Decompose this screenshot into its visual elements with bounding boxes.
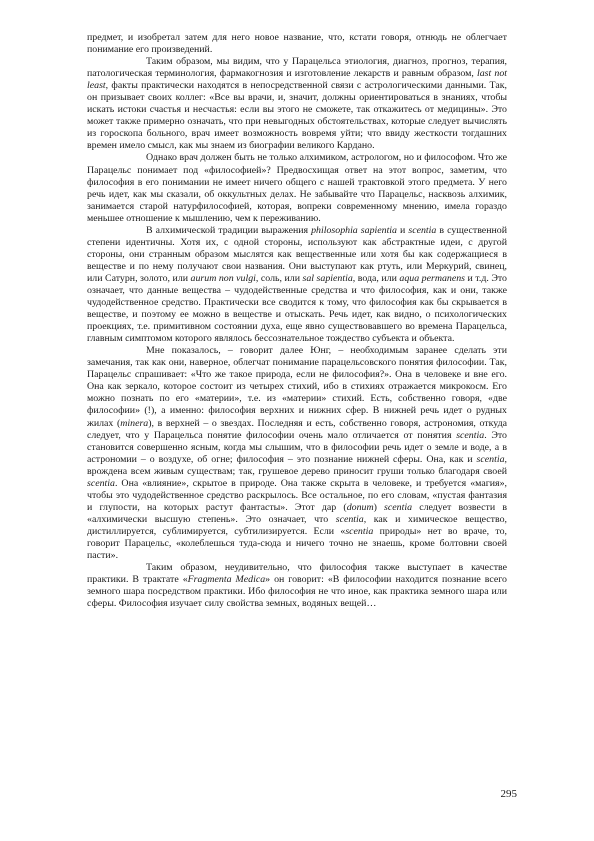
italic-term: last not least: [87, 68, 507, 92]
italic-term: scentia: [408, 224, 437, 236]
text-run: В алхимической традиции выражения: [146, 224, 312, 236]
italic-term: scentia: [476, 453, 505, 465]
paragraph: [87, 152, 507, 224]
italic-term: scentia: [345, 525, 374, 537]
italic-term: aurum non vulgi: [190, 272, 256, 284]
italic-term: philosophia sapientia: [311, 224, 397, 236]
text-run: и: [397, 224, 409, 236]
text-run: в существенной степени идентичны. Хотя их, с одной стороны, используют как абстрактные идеи, с другой стороны, они странным образом мыслятся как вещественные или хотя бы как содержащиеся в веществе и по нему получают свои названия. Они выступают как ртуть, или Меркурий, свинец, или Сатурн, золото, или: [87, 224, 507, 284]
italic-term: scentia: [456, 429, 485, 441]
text-run: . Это становится совершенно ясным, когда мы слышим, что в философии речь идет о земле и воде, а в астрономии – о воздухе, об огне; философия – это познание нижней сферы. Она, как и: [87, 429, 507, 465]
text-run: Мне показалось, – говорит далее Юнг, – необходимым заранее сделать эти замечания, так как они, наверное, облегчат понимание парацельсовского понятия философии. Так, Парацельс спрашивает: «Что же такое природа, если не философия?». Она в человеке и вне его. Она как зеркало, которое состоит из четырех стихий, ибо в стихиях отражается микрокосм. Его можно познать по его «материи», т.е. из «материи» стихий. Есть, собственно говоря, «две философии» (!), а именно: философия верхних и нижних сфер. В нижней речь идет о рудных жилах (: [87, 345, 507, 429]
paragraph: [87, 32, 507, 56]
italic-term: minera: [120, 417, 149, 429]
paragraph: [87, 345, 507, 562]
text-run: , вода, или: [352, 272, 400, 284]
text-run: предмет, и изобретал затем для него новое название, что, кстати говоря, отнюдь не облегчает понимание его произведений.: [87, 32, 507, 56]
text-run: ), в верхней – о звездах. Последняя и есть, собственно говоря, астрономия, откуда следует, что у Парацельса понятие философии очень мало отличается от понятия: [87, 417, 507, 441]
italic-term: sal sapientia: [302, 272, 353, 284]
text-run: Таким образом, неудивительно, что философия также выступает в качестве практики. В трактате «: [87, 562, 507, 586]
text-run: Таким образом, мы видим, что у Парацельса этиология, диагноз, прогноз, терапия, патологическая терминология, фармакогнозия и изготовление лекарств и равным образом,: [87, 56, 507, 80]
paragraph: [87, 225, 507, 345]
text-run: . Она «влияние», скрытое в природе. Она также скрыта в человеке, и требуется «магия», чтобы это чудодейственное средство раскрылось. Все остальное, по его словам, «пустая фантазия и глупости, на которых растут фантасты». Этот дар (: [87, 477, 507, 513]
italic-term: aqua permanens: [399, 272, 465, 284]
text-run: , врождена всем живым существам; так, грушевое дерево приносит груши только благодаря своей: [87, 453, 507, 477]
italic-term: donum: [346, 501, 374, 513]
text-run: ): [373, 501, 385, 513]
body-text: [87, 32, 507, 610]
paragraph: [87, 56, 507, 152]
text-run: следует возвести в «алхимически высшую степень». Это означает, что: [87, 501, 507, 525]
text-run: и т.д. Это означает, что данные вещества – чудодейственные средства и что философия, как и они, также чудодейственное средство. Практически все сводится к тому, что философия как бы скрывается в веществе, и поэтому ее можно в веществе и отыскать. Речь идет, как видно, о психологических проекциях, т.е. примитивном состоянии духа, еще явно существовавшего во времена Парацельса, главным симптомом которого являлось бессознательное тождество субъекта и объекта.: [87, 272, 507, 345]
text-run: , как и химическое вещество, дистиллируется, сублимируется, субтилизируется. Если «: [87, 513, 507, 537]
italic-term: scentia: [335, 513, 364, 525]
text-run: » он говорит: «В философии находится познание всего земного шара посредством практики. Ибо философия не что иное, как практика земного шара или сферы. Философия изучает силу свойства земных, водяных вещей…: [87, 574, 507, 610]
paragraph: [87, 562, 507, 610]
text-run: , соль, или: [255, 272, 303, 284]
italic-term: scentia: [384, 501, 413, 513]
text-run: природы» нет во враче, то, говорит Парацельс, «колеблешься туда-сюда и ничего точно не знаешь, кроме болтовни своей пасти».: [87, 525, 507, 562]
text-run: Однако врач должен быть не только алхимиком, астрологом, но и философом. Что же Парацельс понимает под «философией»? Предвосхищая ответ на этот вопрос, заметим, что философия в его понимании не имеет ничего общего с нашей трактовкой этого предмета. У него речь идет, как мы сказали, об оккультных делах. Не забывайте что Парацельс, насквозь алхимик, занимается старой натурфилософией, которая, вопреки современному мнению, имела гораздо меньшее отношение к мышлению, чем к переживанию.: [87, 152, 507, 224]
italic-term: Fragmenta Medica: [187, 574, 266, 586]
page-number: 295: [500, 788, 517, 800]
text-run: , факты практически находятся в непосредственной связи с астрологическими данными. Так, он призывает своих коллег: «Все вы врачи, и, значит, должны ориентироваться в знаниях, чтобы искать истоки счастья и несчастья: если вы этого не сможете, так откажитесь от медицины». Это может также примерно означать, что при невыгодных обстоятельствах, которые следует вычислять из гороскопа больного, врач имеет возможность вовремя уйти; что ввиду жесткости тогдашних времен имело смысл, как мы знаем из биографии великого Кардано.: [87, 80, 507, 152]
italic-term: scentia: [87, 477, 115, 489]
